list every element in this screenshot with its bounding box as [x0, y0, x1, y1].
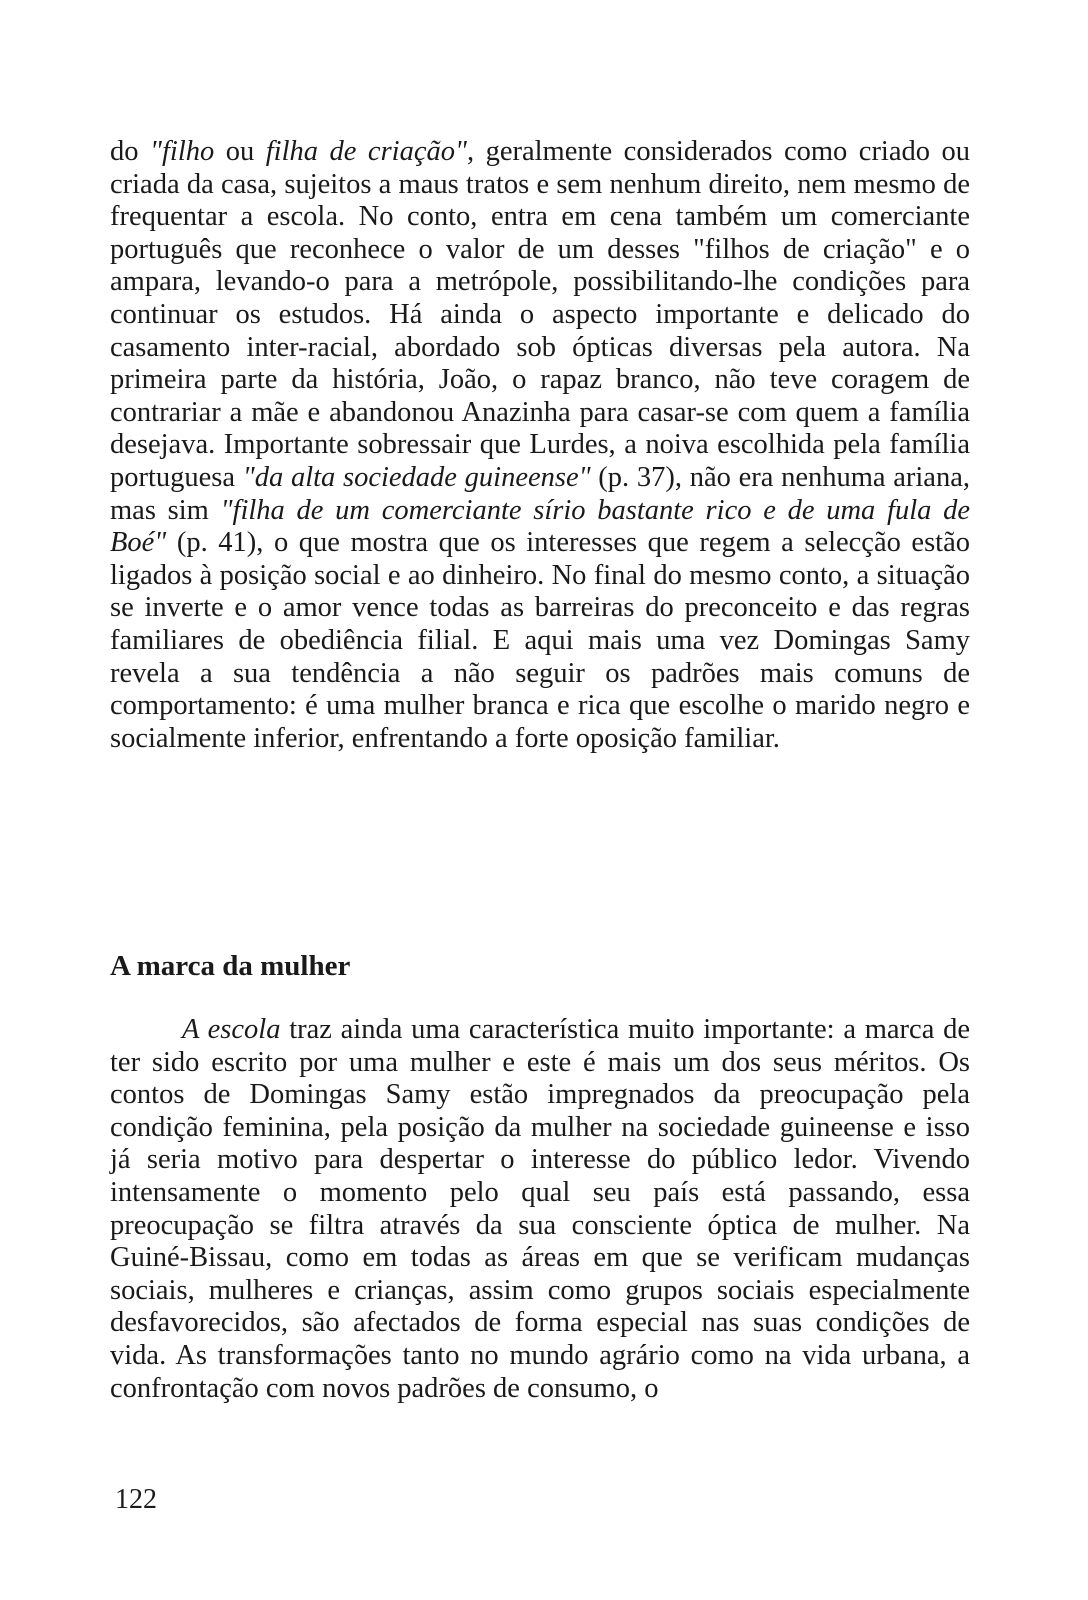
text-segment: , geralmente considerados como criado ou criada da casa, sujeitos a maus tratos e sem nenhum direito, nem mesmo de frequentar a escola. No conto, entra em cena também um comerciante português que reconhece o valor de um desses "filhos de criação" e o ampara, levando-o para a metrópole, possibilitando-lhe condições para continuar os estudos. Há ainda o aspecto importante e delicado do casamento inter-racial, abordado sob ópticas diversas pela autora. Na primeira parte da história, João, o rapaz branco, não teve coragem de contrariar a mãe e abandonou Anazinha para casar-se com quem a família desejava. Importante sobressair que Lurdes, a noiva escolhida pela família portuguesa — [110, 136, 971, 493]
text-segment-italic: "filho — [150, 136, 215, 167]
text-segment-italic: "filha de um comerciante sírio bastante rico e de uma fula de Boé" — [110, 494, 970, 559]
text-segment: do — [110, 136, 151, 167]
text-segment-italic: filha de criação" — [265, 136, 467, 167]
text-segment: (p. 37), não era nenhuma ariana, mas sim — [110, 461, 970, 526]
text-segment-italic: "da alta sociedade guineense" — [242, 461, 591, 493]
paragraph-section — [110, 1014, 970, 1405]
section-heading: A marca da mulher — [110, 950, 351, 982]
paragraph-continuation — [110, 136, 970, 755]
text-segment-italic: A escola — [182, 1014, 281, 1045]
text-segment: (p. 41), o que mostra que os interesses que regem a selecção estão ligados à posição social e ao dinheiro. No final do mesmo conto, a situação se inverte e o amor vence todas as barreiras do preconceito e das regras familiares de obediência filial. E aqui mais uma vez Domingas Samy revela a sua tendência a não seguir os padrões mais comuns de comportamento: é uma mulher branca e rica que escolhe o marido negro e socialmente inferior, enfrentando a forte oposição familiar. — [110, 527, 970, 754]
text-segment: traz ainda uma característica muito importante: a marca de ter sido escrito por uma mulher e este é mais um dos seus méritos. Os contos de Domingas Samy estão impregnados da preocupação pela condição feminina, pela posição da mulher na sociedade guineense e isso já seria motivo para despertar o interesse do público ledor. Vivendo intensamente o momento pelo qual seu país está passando, essa preocupação se filtra através da sua consciente óptica de mulher. Na Guiné-Bissau, como em todas as áreas em que se verificam mudanças sociais, mulheres e crianças, assim como grupos sociais especialmente desfavorecidos, são afectados de forma especial nas suas condições de vida. As transformações tanto no mundo agrário como na vida urbana, a confrontação com novos padrões de consumo, o — [110, 1014, 970, 1404]
page-number: 122 — [115, 1484, 157, 1515]
page-body — [110, 136, 970, 755]
text-segment: ou — [214, 136, 266, 167]
